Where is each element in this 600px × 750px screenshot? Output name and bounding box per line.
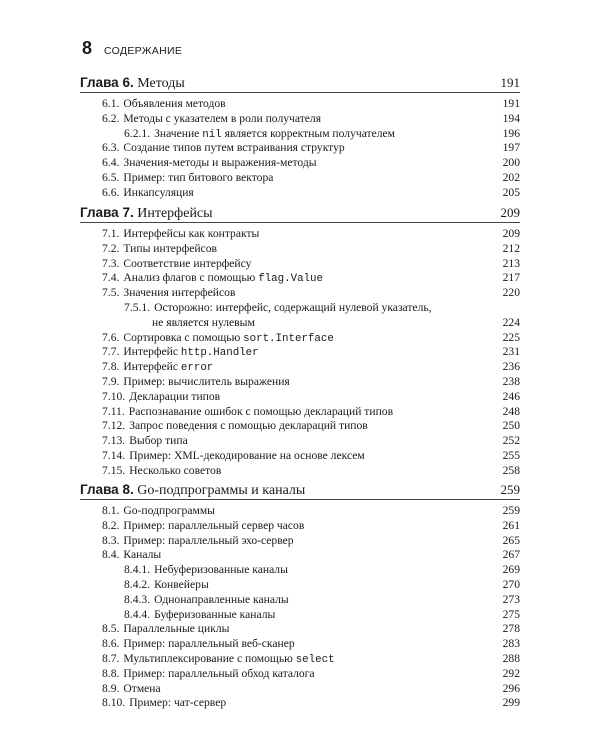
toc-entry: [80, 171, 520, 186]
entry-number: 7.7.: [102, 345, 120, 359]
entry-title: Сортировка с помощью: [123, 330, 244, 344]
toc-entry: [80, 682, 520, 697]
toc-entry: [80, 637, 520, 652]
entry-page: 209: [502, 227, 520, 240]
entry-title: Осторожно: интерфейс, содержащий нулевой указатель,: [154, 300, 432, 314]
toc-entry: [80, 286, 520, 301]
entry-number: 7.10.: [102, 389, 126, 403]
entry-title: Мультиплексирование с помощью: [123, 651, 296, 665]
toc-entry: [80, 652, 520, 667]
entry-number: 7.5.: [102, 286, 120, 300]
entry-title: Каналы: [123, 548, 162, 562]
entry-page: 196: [502, 126, 520, 140]
entry-page: 246: [502, 389, 520, 403]
chapter-page: 259: [500, 482, 520, 497]
entry-number: 8.4.3.: [124, 592, 151, 606]
entry-page: 270: [502, 577, 520, 591]
toc-entry: [80, 360, 520, 375]
entry-title: Отмена: [123, 681, 161, 695]
entry-title: Пример: вычислитель выражения: [123, 374, 290, 388]
entry-number: 7.9.: [102, 374, 120, 388]
entry-number: 7.6.: [102, 330, 120, 344]
entry-title: Декларации типов: [129, 389, 221, 403]
toc-entry: [80, 242, 520, 257]
toc-entry: [80, 375, 520, 390]
entry-code: sort.Interface: [243, 332, 334, 345]
entry-number: 6.6.: [102, 185, 120, 199]
toc-entry: [80, 504, 520, 519]
entry-title: Значение: [154, 126, 203, 140]
toc-entry: [80, 519, 520, 534]
entry-page: 255: [502, 448, 520, 462]
toc-entry: [80, 563, 520, 578]
entry-title: Интерфейсы как контракты: [123, 227, 260, 240]
toc-entry: [80, 227, 520, 242]
entry-title: Значения интерфейсов: [123, 286, 236, 300]
entry-title: Пример: тип битового вектора: [123, 170, 274, 184]
entry-title: Пример: XML-декодирование на основе лексем: [129, 448, 365, 462]
toc-entry: [80, 449, 520, 464]
entry-title: Несколько советов: [129, 463, 222, 477]
entry-page: 269: [502, 563, 520, 577]
entry-page: 217: [502, 271, 520, 285]
entry-page: 191: [502, 97, 520, 110]
toc-entry: [80, 301, 520, 316]
entry-page: 273: [502, 592, 520, 606]
entry-number: 6.1.: [102, 97, 120, 110]
entry-number: 8.2.: [102, 518, 120, 532]
toc-entry: [80, 127, 520, 142]
running-title: СОДЕРЖАНИЕ: [104, 45, 183, 57]
entry-title: Распознавание ошибок с помощью деклараций типов: [128, 404, 394, 418]
entry-number: 8.6.: [102, 637, 120, 651]
entry-number: 8.8.: [102, 666, 120, 680]
entry-page: 259: [502, 504, 520, 517]
chapter-label: Глава 6.: [80, 75, 134, 90]
chapter-6: [80, 73, 520, 201]
entry-title: Создание типов путем встраивания структур: [123, 141, 345, 155]
chapter-8: [80, 480, 520, 711]
entry-number: 8.1.: [102, 504, 120, 517]
entry-title: Выбор типа: [129, 434, 188, 448]
entry-page: 267: [502, 548, 520, 562]
entry-page: 258: [502, 463, 520, 477]
entry-number: 7.5.1.: [124, 300, 151, 314]
entry-title: Пример: параллельный сервер часов: [123, 518, 305, 532]
entry-page: 236: [502, 360, 520, 374]
entry-number: 7.11.: [102, 404, 125, 418]
toc-entry: [80, 608, 520, 623]
toc-entry: [80, 316, 520, 331]
toc-entry: [80, 434, 520, 449]
entry-number: 6.2.: [102, 111, 120, 125]
toc-entry: [80, 112, 520, 127]
entry-number: 6.2.1.: [124, 126, 151, 140]
toc-entry: [80, 141, 520, 156]
toc-entry: [80, 390, 520, 405]
entry-number: 7.12.: [102, 419, 126, 433]
entry-page: 202: [502, 170, 520, 184]
toc-entry: [80, 156, 520, 171]
entry-page: 292: [502, 666, 520, 680]
entry-page: 238: [502, 374, 520, 388]
entry-code: flag.Value: [258, 273, 324, 286]
toc-entry: [80, 331, 520, 346]
entry-number: 8.4.2.: [124, 577, 151, 591]
entry-title: Запрос поведения с помощью деклараций типов: [129, 419, 368, 433]
entry-title-cont: является корректным получателем: [221, 126, 396, 140]
toc-entry: [80, 257, 520, 272]
entry-number: 8.10.: [102, 696, 126, 710]
entry-title: Интерфейс: [123, 360, 181, 374]
entry-title: Объявления методов: [123, 97, 226, 110]
entry-page: 220: [502, 286, 520, 300]
chapter-7: [80, 203, 520, 479]
toc-entries: [80, 97, 520, 201]
entry-number: 7.8.: [102, 360, 120, 374]
toc-entry: [80, 97, 520, 112]
page-number: 8: [82, 38, 93, 58]
entry-title: Методы с указателем в роли получателя: [123, 111, 322, 125]
entry-number: 7.3.: [102, 256, 120, 270]
entry-code: error: [180, 362, 214, 375]
entry-page: 299: [502, 696, 520, 710]
entry-title: Конвейеры: [154, 577, 209, 591]
entry-title: Анализ флагов с помощью: [123, 271, 259, 285]
entry-title: Буферизованные каналы: [154, 607, 276, 621]
entry-page: 205: [502, 185, 520, 199]
entry-title: Пример: параллельный обход каталога: [123, 666, 315, 680]
entry-number: 7.15.: [102, 463, 126, 477]
entry-title: Параллельные циклы: [123, 622, 230, 636]
entry-page: 194: [502, 111, 520, 125]
chapter-title: Go-подпрограммы и каналы: [137, 483, 306, 498]
entry-number: 8.5.: [102, 622, 120, 636]
toc-entry: [80, 622, 520, 637]
toc-entries: [80, 504, 520, 711]
toc-entry: [80, 186, 520, 201]
entry-title: Небуферизованные каналы: [154, 563, 288, 577]
entry-number: 7.2.: [102, 241, 120, 255]
entry-number: 8.9.: [102, 681, 120, 695]
toc-entry: [80, 593, 520, 608]
chapter-title: Методы: [137, 76, 185, 91]
entry-number: 8.7.: [102, 651, 120, 665]
entry-page: 265: [502, 533, 520, 547]
entry-page: 278: [502, 622, 520, 636]
chapter-label: Глава 7.: [80, 205, 134, 220]
chapter-page: 209: [500, 205, 520, 220]
entry-title: Пример: параллельный эхо-сервер: [123, 533, 294, 547]
entry-page: 248: [502, 404, 520, 418]
entry-page: 283: [502, 637, 520, 651]
entry-page: 250: [502, 419, 520, 433]
toc-entry: [80, 667, 520, 682]
toc-entries: [80, 227, 520, 479]
toc-entry: [80, 548, 520, 563]
chapter-label: Глава 8.: [80, 482, 134, 497]
entry-number: 8.4.4.: [124, 607, 151, 621]
entry-number: 8.4.1.: [124, 563, 151, 577]
entry-title: Соответствие интерфейсу: [123, 256, 252, 270]
toc-entry: [80, 271, 520, 286]
entry-page: 197: [502, 141, 520, 155]
entry-number: 7.14.: [102, 448, 126, 462]
chapter-title: Интерфейсы: [137, 206, 213, 221]
entry-page: 252: [502, 434, 520, 448]
entry-page: 231: [502, 345, 520, 359]
entry-page: 225: [502, 330, 520, 344]
entry-title: Пример: параллельный веб-сканер: [123, 637, 295, 651]
entry-code: select: [295, 653, 335, 666]
entry-page: 296: [502, 681, 520, 695]
entry-number: 6.4.: [102, 156, 120, 170]
page-header: [82, 38, 182, 59]
toc-entry: [80, 696, 520, 711]
toc-entry: [80, 405, 520, 420]
entry-number: 7.1.: [102, 227, 120, 240]
chapter-heading: [80, 203, 520, 223]
entry-title: Типы интерфейсов: [123, 241, 217, 255]
entry-number: 7.4.: [102, 271, 120, 285]
entry-code: http.Handler: [180, 347, 259, 360]
entry-title-cont: не является нулевым: [152, 315, 255, 329]
chapter-heading: [80, 480, 520, 500]
entry-page: 213: [502, 256, 520, 270]
entry-number: 7.13.: [102, 434, 126, 448]
entry-number: 6.3.: [102, 141, 120, 155]
entry-page: 288: [502, 651, 520, 665]
entry-page: 275: [502, 607, 520, 621]
entry-number: 6.5.: [102, 170, 120, 184]
toc-entry: [80, 534, 520, 549]
chapter-heading: [80, 73, 520, 93]
toc-entry: [80, 464, 520, 479]
entry-number: 8.4.: [102, 548, 120, 562]
entry-title: Значения-методы и выражения-методы: [123, 156, 317, 170]
entry-number: 8.3.: [102, 533, 120, 547]
entry-page: 261: [502, 518, 520, 532]
toc-entry: [80, 578, 520, 593]
entry-title: Инкапсуляция: [123, 185, 194, 199]
entry-page: 212: [502, 241, 520, 255]
chapter-page: 191: [500, 75, 520, 90]
entry-title: Пример: чат-сервер: [129, 696, 227, 710]
entry-title: Интерфейс: [123, 345, 181, 359]
toc-entry: [80, 345, 520, 360]
toc-entry: [80, 419, 520, 434]
entry-page: 224: [502, 315, 520, 329]
entry-title: Go-подпрограммы: [123, 504, 215, 517]
entry-page: 200: [502, 156, 520, 170]
entry-code: nil: [202, 128, 222, 141]
entry-title: Однонаправленные каналы: [154, 592, 289, 606]
